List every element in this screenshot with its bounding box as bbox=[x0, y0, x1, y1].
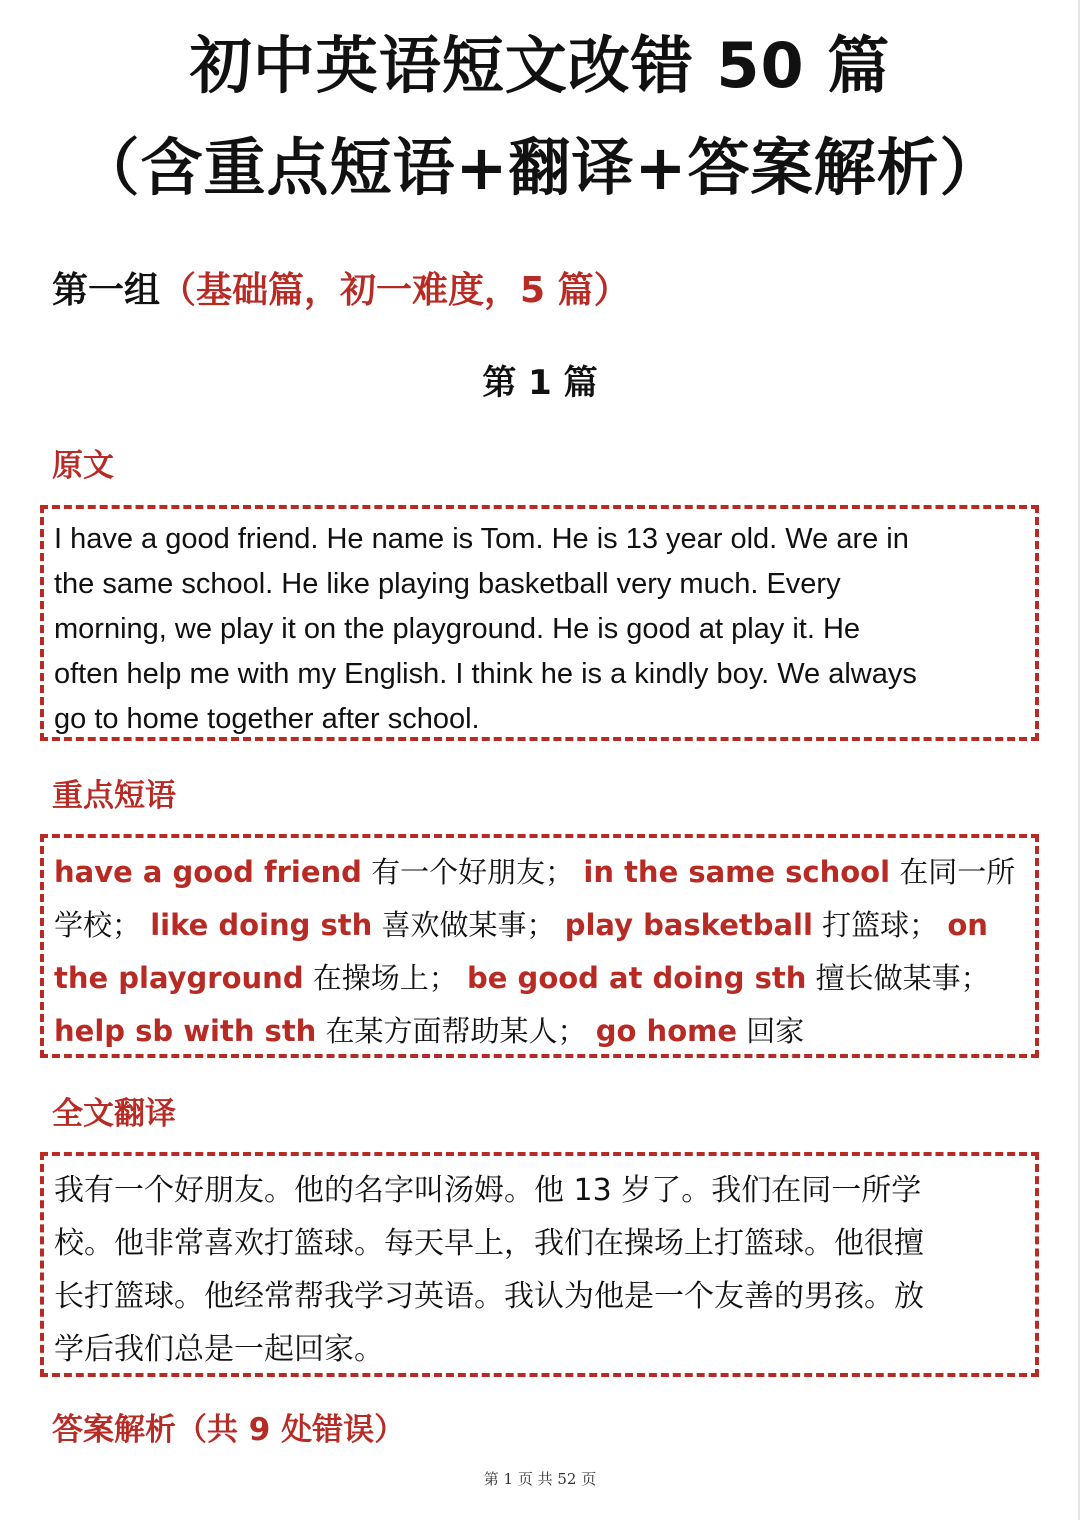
translation-line: 校。他非常喜欢打篮球。每天早上，我们在操场上打篮球。他很擅 bbox=[54, 1226, 924, 1261]
phrase-chinese: 喜欢做某事； bbox=[372, 908, 556, 942]
original-text-box bbox=[40, 505, 1039, 741]
phrase-chinese: 学校； bbox=[54, 908, 142, 942]
phrase-english: go home bbox=[595, 1014, 738, 1048]
phrase-english: on bbox=[947, 908, 988, 942]
original-line: go to home together after school. bbox=[54, 703, 480, 735]
phrase-english: play basketball bbox=[564, 908, 813, 942]
translation-paragraph bbox=[54, 1164, 1025, 1376]
article-title: 第 1 篇 bbox=[482, 363, 598, 403]
key-phrases-box bbox=[40, 834, 1039, 1058]
translation-box bbox=[40, 1152, 1039, 1377]
original-text-label: 原文 bbox=[52, 448, 114, 484]
document-subtitle: （含重点短语+翻译+答案解析） bbox=[77, 131, 1003, 204]
original-line: often help me with my English. I think he is a kindly boy. We always bbox=[54, 658, 917, 690]
phrase-line bbox=[54, 846, 1025, 899]
phrase-chinese: 在同一所 bbox=[890, 855, 1016, 889]
phrase-line bbox=[54, 899, 1025, 952]
phrase-english: in the same school bbox=[583, 855, 891, 889]
translation-line: 长打篮球。他经常帮我学习英语。我认为他是一个友善的男孩。放 bbox=[54, 1279, 924, 1314]
phrase-chinese: 在某方面帮助某人； bbox=[316, 1014, 587, 1048]
page-footer: 第 1 页 共 52 页 bbox=[483, 1470, 597, 1488]
phrase-chinese: 有一个好朋友； bbox=[361, 855, 575, 889]
phrase-english: have a good friend bbox=[54, 855, 362, 889]
phrase-line bbox=[54, 1005, 1025, 1058]
phrase-english: the playground bbox=[54, 961, 304, 995]
original-line: the same school. He like playing basketball very much. Every bbox=[54, 568, 841, 600]
group-heading bbox=[52, 262, 630, 313]
group-label: 第一组 bbox=[52, 270, 161, 311]
phrase-english: be good at doing sth bbox=[467, 961, 807, 995]
answer-analysis-label: 答案解析（共 9 处错误） bbox=[52, 1412, 406, 1448]
translation-line: 我有一个好朋友。他的名字叫汤姆。他 13 岁了。我们在同一所学 bbox=[54, 1173, 922, 1208]
key-phrases-label: 重点短语 bbox=[52, 778, 176, 814]
translation-label: 全文翻译 bbox=[52, 1096, 176, 1132]
phrase-chinese: 擅长做某事； bbox=[806, 961, 990, 995]
phrase-english: like doing sth bbox=[150, 908, 373, 942]
phrase-chinese: 打篮球； bbox=[812, 908, 939, 942]
phrase-chinese: 在操场上； bbox=[303, 961, 458, 995]
original-line: I have a good friend. He name is Tom. He is 13 year old. We are in bbox=[54, 523, 909, 555]
phrase-line bbox=[54, 952, 1025, 1005]
translation-line: 学后我们总是一起回家。 bbox=[54, 1332, 384, 1367]
key-phrases-paragraph bbox=[54, 846, 1025, 1058]
original-paragraph bbox=[54, 517, 1025, 742]
phrase-english: help sb with sth bbox=[54, 1014, 317, 1048]
group-detail: （基础篇，初一难度，5 篇） bbox=[160, 270, 630, 311]
phrase-chinese: 回家 bbox=[737, 1014, 805, 1048]
original-line: morning, we play it on the playground. He is good at play it. He bbox=[54, 613, 861, 645]
document-title: 初中英语短文改错 50 篇 bbox=[189, 29, 891, 102]
